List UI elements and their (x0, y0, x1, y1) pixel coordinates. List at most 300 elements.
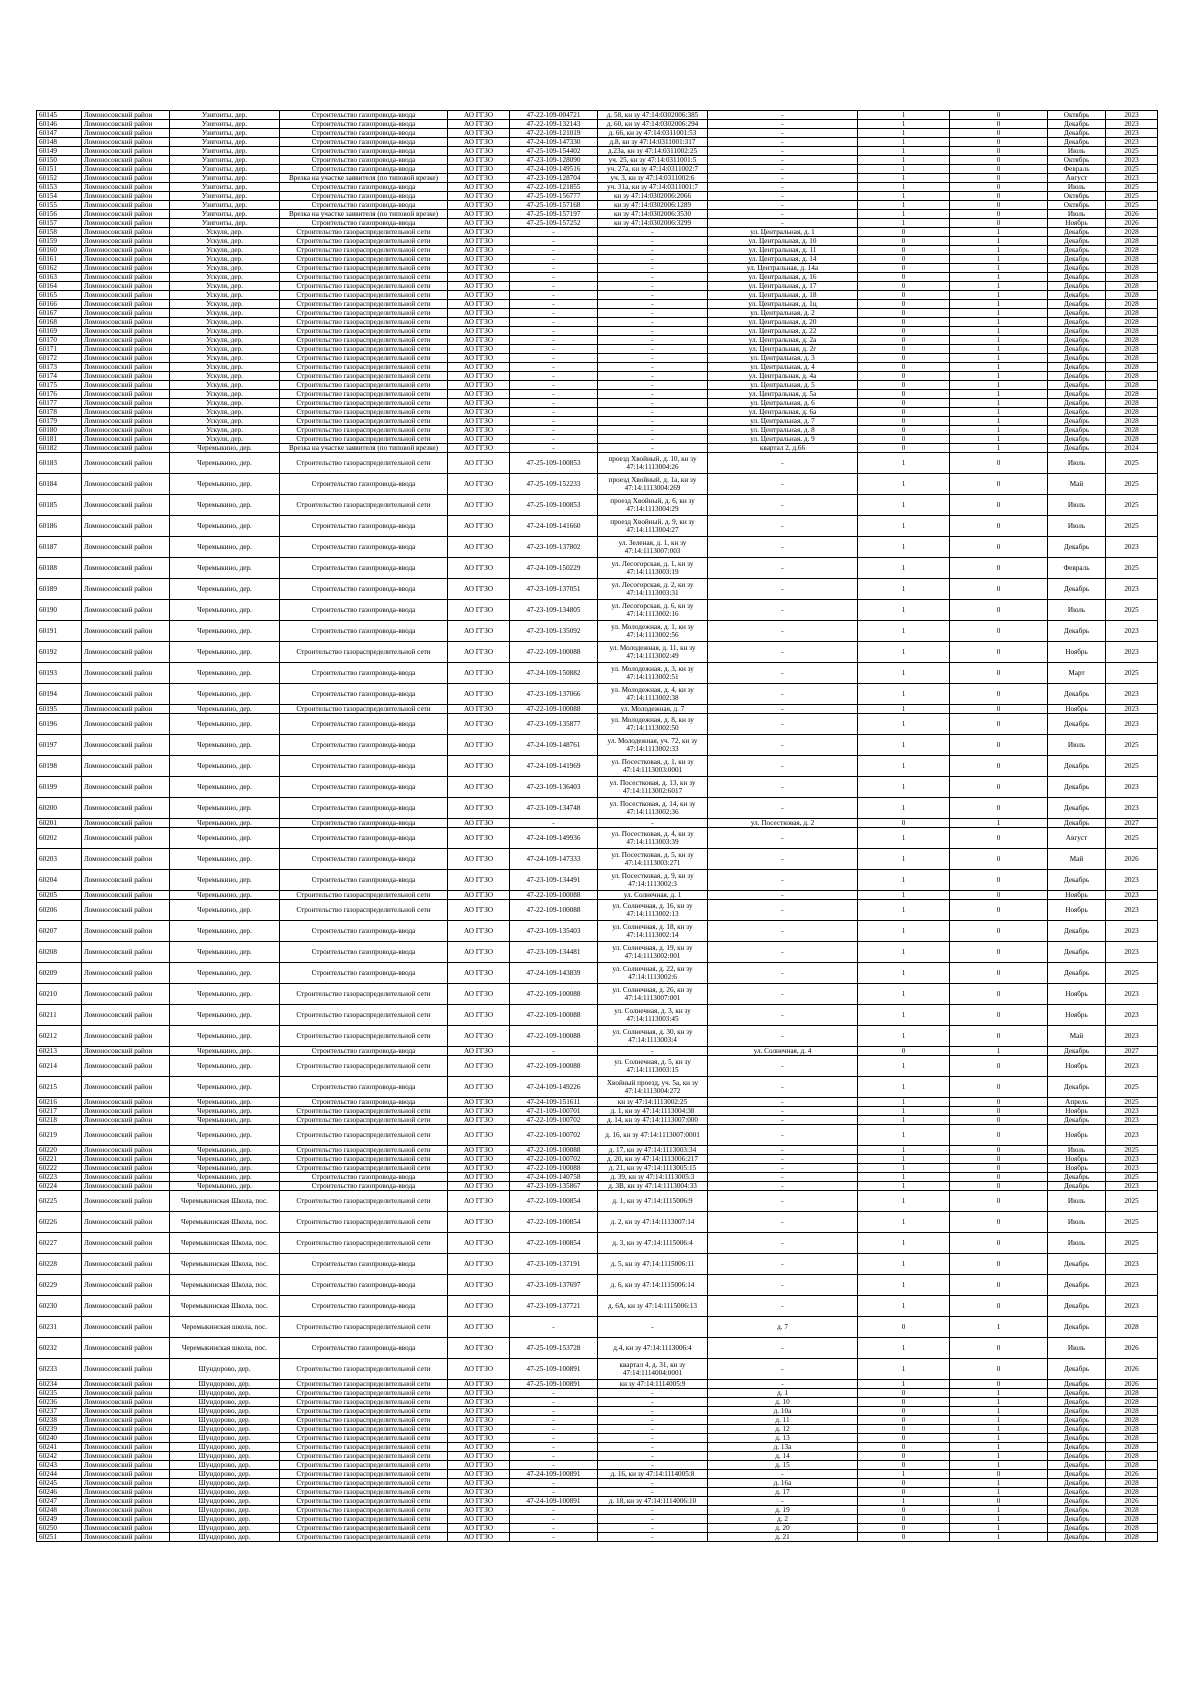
work-type-cell: Строительство газопровода-ввода (280, 921, 448, 942)
count-a-cell: 1 (858, 192, 950, 201)
settlement-cell: Черемыкинская Школа, пос. (170, 1275, 280, 1296)
table-row (37, 1098, 1158, 1107)
work-type-cell: Строительство газопровода-ввода (280, 1047, 448, 1056)
year-cell: 2023 (1106, 891, 1158, 900)
application-number-cell: 47-23-109-137191 (510, 1254, 598, 1275)
address-cadastral-cell: д. 39, кн зу 47:14:1113005:3 (598, 1173, 708, 1182)
count-b-cell: 1 (950, 1461, 1048, 1470)
work-type-cell: Врезка на участке заявителя (по типовой врезке) (280, 444, 448, 453)
work-type-cell: Строительство газораспределительной сети (280, 237, 448, 246)
district-cell: Ломоносовский район (82, 183, 170, 192)
count-b-cell: 1 (950, 1443, 1048, 1452)
settlement-cell: Черемыкино, дер. (170, 921, 280, 942)
work-type-cell: Строительство газопровода-ввода (280, 621, 448, 642)
settlement-cell: Черемыкино, дер. (170, 1182, 280, 1191)
organization-cell: АО ГГЗО (448, 942, 510, 963)
work-type-cell: Строительство газораспределительной сети (280, 900, 448, 921)
settlement-cell: Шундорово, дер. (170, 1416, 280, 1425)
organization-cell: АО ГГЗО (448, 714, 510, 735)
work-type-cell: Строительство газопровода-ввода (280, 1254, 448, 1275)
settlement-cell: Шундорово, дер. (170, 1359, 280, 1380)
district-cell: Ломоносовский район (82, 1191, 170, 1212)
work-type-cell: Строительство газопровода-ввода (280, 1296, 448, 1317)
address-cadastral-cell: - (598, 444, 708, 453)
address-cadastral-cell: - (598, 282, 708, 291)
work-type-cell: Строительство газопровода-ввода (280, 219, 448, 228)
organization-cell: АО ГГЗО (448, 417, 510, 426)
work-type-cell: Строительство газопровода-ввода (280, 183, 448, 192)
table-row (37, 1434, 1158, 1443)
year-cell: 2026 (1106, 1470, 1158, 1479)
row-id-cell: 60246 (37, 1488, 82, 1497)
settlement-cell: Черемыкино, дер. (170, 1077, 280, 1098)
settlement-cell: Шундорово, дер. (170, 1389, 280, 1398)
count-a-cell: 0 (858, 336, 950, 345)
district-cell: Ломоносовский район (82, 1479, 170, 1488)
work-type-cell: Строительство газораспределительной сети (280, 1107, 448, 1116)
settlement-cell: Ускуля, дер. (170, 435, 280, 444)
count-a-cell: 0 (858, 327, 950, 336)
district-cell: Ломоносовский район (82, 336, 170, 345)
table-row (37, 921, 1158, 942)
application-number-cell: 47-22-109-121019 (510, 129, 598, 138)
settlement-cell: Ускуля, дер. (170, 264, 280, 273)
row-id-cell: 60187 (37, 537, 82, 558)
organization-cell: АО ГГЗО (448, 1191, 510, 1212)
address-planned-cell: квартал 2, д.66 (708, 444, 858, 453)
settlement-cell: Ускуля, дер. (170, 372, 280, 381)
address-planned-cell: ул. Солнечная, д. 4 (708, 1047, 858, 1056)
table-row (37, 1425, 1158, 1434)
organization-cell: АО ГГЗО (448, 111, 510, 120)
table-row (37, 1338, 1158, 1359)
work-type-cell: Строительство газопровода-ввода (280, 777, 448, 798)
address-planned-cell: ул. Центральная, д. 20 (708, 318, 858, 327)
application-number-cell: - (510, 1524, 598, 1533)
month-cell: Декабрь (1048, 399, 1106, 408)
month-cell: Декабрь (1048, 1077, 1106, 1098)
district-cell: Ломоносовский район (82, 345, 170, 354)
address-cadastral-cell: - (598, 363, 708, 372)
application-number-cell: 47-24-109-151611 (510, 1098, 598, 1107)
settlement-cell: Черемыкинская Школа, пос. (170, 1296, 280, 1317)
district-cell: Ломоносовский район (82, 900, 170, 921)
district-cell: Ломоносовский район (82, 1380, 170, 1389)
application-number-cell: - (510, 264, 598, 273)
month-cell: Ноябрь (1048, 891, 1106, 900)
year-cell: 2028 (1106, 336, 1158, 345)
address-planned-cell: - (708, 714, 858, 735)
row-id-cell: 60236 (37, 1398, 82, 1407)
district-cell: Ломоносовский район (82, 1077, 170, 1098)
month-cell: Ноябрь (1048, 1155, 1106, 1164)
settlement-cell: Узигонты, дер. (170, 219, 280, 228)
count-b-cell: 1 (950, 1407, 1048, 1416)
table-row (37, 156, 1158, 165)
district-cell: Ломоносовский район (82, 165, 170, 174)
settlement-cell: Ускуля, дер. (170, 354, 280, 363)
year-cell: 2027 (1106, 819, 1158, 828)
count-b-cell: 1 (950, 1416, 1048, 1425)
count-a-cell: 0 (858, 246, 950, 255)
table-row (37, 1254, 1158, 1275)
district-cell: Ломоносовский район (82, 1389, 170, 1398)
count-a-cell: 1 (858, 174, 950, 183)
address-cadastral-cell: - (598, 1533, 708, 1542)
row-id-cell: 60201 (37, 819, 82, 828)
work-type-cell: Строительство газопровода-ввода (280, 600, 448, 621)
count-b-cell: 1 (950, 237, 1048, 246)
table-row (37, 255, 1158, 264)
year-cell: 2025 (1106, 474, 1158, 495)
settlement-cell: Шундорово, дер. (170, 1524, 280, 1533)
address-planned-cell: - (708, 756, 858, 777)
count-b-cell: 0 (950, 714, 1048, 735)
settlement-cell: Ускуля, дер. (170, 408, 280, 417)
table-row (37, 621, 1158, 642)
year-cell: 2025 (1106, 963, 1158, 984)
table-row (37, 1296, 1158, 1317)
year-cell: 2023 (1106, 798, 1158, 819)
month-cell: Ноябрь (1048, 1056, 1106, 1077)
district-cell: Ломоносовский район (82, 516, 170, 537)
month-cell: Декабрь (1048, 381, 1106, 390)
address-cadastral-cell: проезд Хвойный, д. 10, кн зу 47:14:1113004:26 (598, 453, 708, 474)
address-cadastral-cell: - (598, 1047, 708, 1056)
year-cell: 2028 (1106, 417, 1158, 426)
year-cell: 2028 (1106, 300, 1158, 309)
application-number-cell: - (510, 444, 598, 453)
count-a-cell: 0 (858, 1506, 950, 1515)
work-type-cell: Строительство газораспределительной сети (280, 1389, 448, 1398)
table-row (37, 201, 1158, 210)
count-b-cell: 0 (950, 1026, 1048, 1047)
count-a-cell: 0 (858, 300, 950, 309)
organization-cell: АО ГГЗО (448, 165, 510, 174)
settlement-cell: Черемыкино, дер. (170, 714, 280, 735)
row-id-cell: 60179 (37, 417, 82, 426)
table-row (37, 300, 1158, 309)
address-planned-cell: д. 7 (708, 1317, 858, 1338)
application-number-cell: - (510, 1416, 598, 1425)
district-cell: Ломоносовский район (82, 138, 170, 147)
count-b-cell: 0 (950, 1380, 1048, 1389)
row-id-cell: 60229 (37, 1275, 82, 1296)
organization-cell: АО ГГЗО (448, 219, 510, 228)
settlement-cell: Шундорово, дер. (170, 1479, 280, 1488)
count-b-cell: 0 (950, 1146, 1048, 1155)
application-number-cell: - (510, 1389, 598, 1398)
count-b-cell: 0 (950, 1275, 1048, 1296)
organization-cell: АО ГГЗО (448, 291, 510, 300)
district-cell: Ломоносовский район (82, 1056, 170, 1077)
address-cadastral-cell: д. 60, кн зу 47:14:0302006:294 (598, 120, 708, 129)
address-planned-cell: ул. Центральная, д. 6а (708, 408, 858, 417)
count-a-cell: 1 (858, 963, 950, 984)
organization-cell: АО ГГЗО (448, 495, 510, 516)
settlement-cell: Узигонты, дер. (170, 183, 280, 192)
work-type-cell: Строительство газораспределительной сети (280, 1317, 448, 1338)
application-number-cell: 47-24-109-143839 (510, 963, 598, 984)
address-cadastral-cell: Хвойный проезд, уч. 5а, кн зу 47:14:1113004:272 (598, 1077, 708, 1098)
count-a-cell: 1 (858, 849, 950, 870)
count-a-cell: 1 (858, 219, 950, 228)
address-cadastral-cell: - (598, 255, 708, 264)
address-planned-cell: - (708, 453, 858, 474)
year-cell: 2028 (1106, 1434, 1158, 1443)
settlement-cell: Черемыкино, дер. (170, 1146, 280, 1155)
address-planned-cell: - (708, 174, 858, 183)
settlement-cell: Черемыкино, дер. (170, 705, 280, 714)
table-row (37, 1005, 1158, 1026)
address-cadastral-cell: - (598, 1389, 708, 1398)
count-a-cell: 1 (858, 1275, 950, 1296)
count-b-cell: 0 (950, 1296, 1048, 1317)
month-cell: Декабрь (1048, 756, 1106, 777)
settlement-cell: Черемыкино, дер. (170, 1116, 280, 1125)
count-b-cell: 1 (950, 1317, 1048, 1338)
row-id-cell: 60174 (37, 372, 82, 381)
count-a-cell: 0 (858, 1479, 950, 1488)
table-row (37, 1359, 1158, 1380)
count-a-cell: 0 (858, 435, 950, 444)
work-type-cell: Строительство газопровода-ввода (280, 663, 448, 684)
organization-cell: АО ГГЗО (448, 642, 510, 663)
year-cell: 2025 (1106, 558, 1158, 579)
work-type-cell: Строительство газопровода-ввода (280, 1182, 448, 1191)
address-planned-cell: - (708, 705, 858, 714)
count-b-cell: 1 (950, 408, 1048, 417)
year-cell: 2025 (1106, 828, 1158, 849)
work-type-cell: Строительство газораспределительной сети (280, 1056, 448, 1077)
settlement-cell: Черемыкино, дер. (170, 1107, 280, 1116)
settlement-cell: Черемыкино, дер. (170, 684, 280, 705)
count-a-cell: 1 (858, 684, 950, 705)
count-b-cell: 0 (950, 684, 1048, 705)
work-type-cell: Строительство газопровода-ввода (280, 1098, 448, 1107)
address-planned-cell: - (708, 963, 858, 984)
table-row (37, 219, 1158, 228)
address-cadastral-cell: ул. Посестковая, д. 1, кн зу 47:14:1113003:0001 (598, 756, 708, 777)
row-id-cell: 60172 (37, 354, 82, 363)
row-id-cell: 60208 (37, 942, 82, 963)
row-id-cell: 60158 (37, 228, 82, 237)
row-id-cell: 60210 (37, 984, 82, 1005)
table-row (37, 1407, 1158, 1416)
settlement-cell: Шундорово, дер. (170, 1461, 280, 1470)
year-cell: 2026 (1106, 219, 1158, 228)
year-cell: 2028 (1106, 354, 1158, 363)
year-cell: 2025 (1106, 1233, 1158, 1254)
work-type-cell: Строительство газораспределительной сети (280, 1407, 448, 1416)
year-cell: 2023 (1106, 684, 1158, 705)
work-type-cell: Строительство газопровода-ввода (280, 756, 448, 777)
district-cell: Ломоносовский район (82, 819, 170, 828)
address-planned-cell: - (708, 111, 858, 120)
year-cell: 2025 (1106, 1098, 1158, 1107)
month-cell: Декабрь (1048, 291, 1106, 300)
application-number-cell: 47-22-109-132143 (510, 120, 598, 129)
address-cadastral-cell: ул. Посестковая, д. 4, кн зу 47:14:1113003:39 (598, 828, 708, 849)
count-b-cell: 1 (950, 444, 1048, 453)
address-planned-cell: - (708, 1077, 858, 1098)
table-row (37, 849, 1158, 870)
organization-cell: АО ГГЗО (448, 453, 510, 474)
count-b-cell: 0 (950, 942, 1048, 963)
organization-cell: АО ГГЗО (448, 705, 510, 714)
table-row (37, 1317, 1158, 1338)
row-id-cell: 60248 (37, 1506, 82, 1515)
application-number-cell: - (510, 1398, 598, 1407)
district-cell: Ломоносовский район (82, 849, 170, 870)
year-cell: 2027 (1106, 1047, 1158, 1056)
application-number-cell: 47-22-109-100702 (510, 1155, 598, 1164)
address-planned-cell: д. 17 (708, 1488, 858, 1497)
count-a-cell: 1 (858, 1359, 950, 1380)
settlement-cell: Черемыкино, дер. (170, 870, 280, 891)
address-planned-cell: - (708, 870, 858, 891)
address-cadastral-cell: - (598, 237, 708, 246)
settlement-cell: Узигонты, дер. (170, 174, 280, 183)
count-b-cell: 1 (950, 1452, 1048, 1461)
organization-cell: АО ГГЗО (448, 1317, 510, 1338)
application-number-cell: - (510, 327, 598, 336)
year-cell: 2023 (1106, 537, 1158, 558)
settlement-cell: Ускуля, дер. (170, 291, 280, 300)
count-b-cell: 0 (950, 870, 1048, 891)
application-number-cell: 47-22-109-100088 (510, 1026, 598, 1047)
application-number-cell: - (510, 255, 598, 264)
table-row (37, 399, 1158, 408)
table-row (37, 390, 1158, 399)
address-cadastral-cell: уч. 27а, кн зу 47:14:0311002:7 (598, 165, 708, 174)
address-planned-cell: - (708, 942, 858, 963)
row-id-cell: 60148 (37, 138, 82, 147)
address-cadastral-cell: - (598, 1398, 708, 1407)
month-cell: Декабрь (1048, 255, 1106, 264)
table-row (37, 516, 1158, 537)
row-id-cell: 60157 (37, 219, 82, 228)
row-id-cell: 60189 (37, 579, 82, 600)
organization-cell: АО ГГЗО (448, 1026, 510, 1047)
address-planned-cell: д. 19 (708, 1506, 858, 1515)
row-id-cell: 60249 (37, 1515, 82, 1524)
address-planned-cell: ул. Центральная, д. 4 (708, 363, 858, 372)
month-cell: Декабрь (1048, 372, 1106, 381)
organization-cell: АО ГГЗО (448, 516, 510, 537)
settlement-cell: Черемыкино, дер. (170, 849, 280, 870)
count-a-cell: 0 (858, 282, 950, 291)
row-id-cell: 60193 (37, 663, 82, 684)
count-a-cell: 1 (858, 777, 950, 798)
count-b-cell: 0 (950, 777, 1048, 798)
address-cadastral-cell: - (598, 1515, 708, 1524)
row-id-cell: 60169 (37, 327, 82, 336)
count-b-cell: 0 (950, 900, 1048, 921)
district-cell: Ломоносовский район (82, 264, 170, 273)
table-row (37, 1026, 1158, 1047)
month-cell: Февраль (1048, 165, 1106, 174)
month-cell: Декабрь (1048, 1317, 1106, 1338)
settlement-cell: Черемыкино, дер. (170, 600, 280, 621)
application-number-cell: - (510, 336, 598, 345)
address-cadastral-cell: ул. Солнечная, д. 22, кн зу 47:14:1113002:6 (598, 963, 708, 984)
address-planned-cell: - (708, 828, 858, 849)
row-id-cell: 60166 (37, 300, 82, 309)
address-cadastral-cell: - (598, 264, 708, 273)
work-type-cell: Строительство газопровода-ввода (280, 1338, 448, 1359)
count-a-cell: 0 (858, 444, 950, 453)
organization-cell: АО ГГЗО (448, 147, 510, 156)
month-cell: Июль (1048, 147, 1106, 156)
table-row (37, 183, 1158, 192)
address-planned-cell: - (708, 1164, 858, 1173)
address-cadastral-cell: д. 58, кн зу 47:14:0302006:385 (598, 111, 708, 120)
table-row (37, 291, 1158, 300)
count-a-cell: 1 (858, 1164, 950, 1173)
table-row (37, 138, 1158, 147)
address-planned-cell: - (708, 621, 858, 642)
year-cell: 2028 (1106, 327, 1158, 336)
organization-cell: АО ГГЗО (448, 264, 510, 273)
work-type-cell: Врезка на участке заявителя (по типовой врезке) (280, 174, 448, 183)
row-id-cell: 60165 (37, 291, 82, 300)
month-cell: Декабрь (1048, 942, 1106, 963)
address-cadastral-cell: ул. Молодежная, уч. 72, кн зу 47:14:1113002:33 (598, 735, 708, 756)
settlement-cell: Черемыкино, дер. (170, 474, 280, 495)
count-a-cell: 1 (858, 1125, 950, 1146)
table-row (37, 129, 1158, 138)
row-id-cell: 60170 (37, 336, 82, 345)
month-cell: Декабрь (1048, 1173, 1106, 1182)
table-row (37, 1443, 1158, 1452)
address-planned-cell: - (708, 798, 858, 819)
district-cell: Ломоносовский район (82, 735, 170, 756)
application-number-cell: - (510, 1443, 598, 1452)
application-number-cell: - (510, 399, 598, 408)
application-number-cell: - (510, 1533, 598, 1542)
count-a-cell: 1 (858, 1026, 950, 1047)
count-b-cell: 1 (950, 1425, 1048, 1434)
application-number-cell: - (510, 318, 598, 327)
organization-cell: АО ГГЗО (448, 1470, 510, 1479)
table-row (37, 1497, 1158, 1506)
month-cell: Декабрь (1048, 426, 1106, 435)
district-cell: Ломоносовский район (82, 210, 170, 219)
application-number-cell: 47-24-109-148761 (510, 735, 598, 756)
address-planned-cell: - (708, 1254, 858, 1275)
count-a-cell: 0 (858, 291, 950, 300)
work-type-cell: Строительство газораспределительной сети (280, 372, 448, 381)
table-row (37, 1479, 1158, 1488)
table-row (37, 435, 1158, 444)
organization-cell: АО ГГЗО (448, 363, 510, 372)
application-number-cell: 47-24-109-147333 (510, 849, 598, 870)
count-b-cell: 0 (950, 756, 1048, 777)
count-b-cell: 1 (950, 354, 1048, 363)
row-id-cell: 60199 (37, 777, 82, 798)
address-planned-cell: - (708, 1380, 858, 1389)
count-b-cell: 0 (950, 1212, 1048, 1233)
address-cadastral-cell: д. 20, кн зу 47:14:1113006:217 (598, 1155, 708, 1164)
organization-cell: АО ГГЗО (448, 1461, 510, 1470)
district-cell: Ломоносовский район (82, 363, 170, 372)
address-cadastral-cell: д. 16, кн зу 47:14:1113007:0001 (598, 1125, 708, 1146)
month-cell: Декабрь (1048, 870, 1106, 891)
year-cell: 2028 (1106, 255, 1158, 264)
address-planned-cell: ул. Центральная, д. 8 (708, 426, 858, 435)
count-b-cell: 0 (950, 735, 1048, 756)
